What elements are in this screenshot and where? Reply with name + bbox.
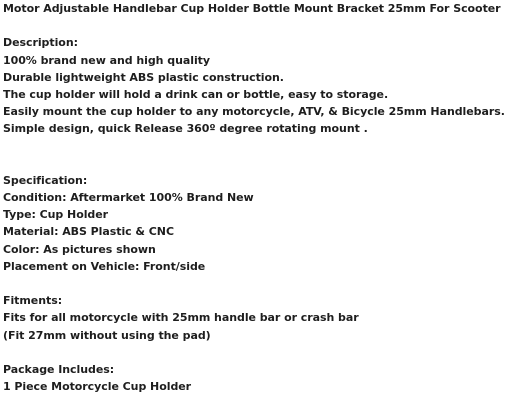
spacer xyxy=(3,138,415,155)
spacer xyxy=(3,155,415,172)
description-line: 100% brand new and high quality xyxy=(3,53,210,67)
fitments-line: Fits for all motorcycle with 25mm handle bar or crash bar xyxy=(3,311,359,325)
spacer xyxy=(3,17,415,34)
specification-line: Placement on Vehicle: Front/side xyxy=(3,259,206,273)
spacer xyxy=(3,275,415,292)
fitments-line: (Fit 27mm without using the pad) xyxy=(3,328,211,342)
description-line: Durable lightweight ABS plastic construction. xyxy=(3,70,284,84)
specification-heading: Specification: xyxy=(3,173,88,187)
spacer xyxy=(3,344,415,361)
package-line: 1 Piece Motorcycle Cup Holder xyxy=(3,380,192,394)
package-heading: Package Includes: xyxy=(3,362,115,376)
specification-line: Type: Cup Holder xyxy=(3,208,109,222)
description-line: Easily mount the cup holder to any motorcycle, ATV, & Bicycle 25mm Handlebars. xyxy=(3,105,505,119)
fitments-heading: Fitments: xyxy=(3,294,63,308)
description-heading: Description: xyxy=(3,36,78,50)
product-description-document xyxy=(3,0,505,395)
specification-line: Condition: Aftermarket 100% Brand New xyxy=(3,191,254,205)
description-line: The cup holder will hold a drink can or bottle, easy to storage. xyxy=(3,87,389,101)
specification-line: Color: As pictures shown xyxy=(3,242,156,256)
product-title: Motor Adjustable Handlebar Cup Holder Bottle Mount Bracket 25mm For Scooter xyxy=(3,2,501,15)
specification-line: Material: ABS Plastic & CNC xyxy=(3,225,174,239)
description-line: Simple design, quick Release 360º degree rotating mount . xyxy=(3,122,368,136)
